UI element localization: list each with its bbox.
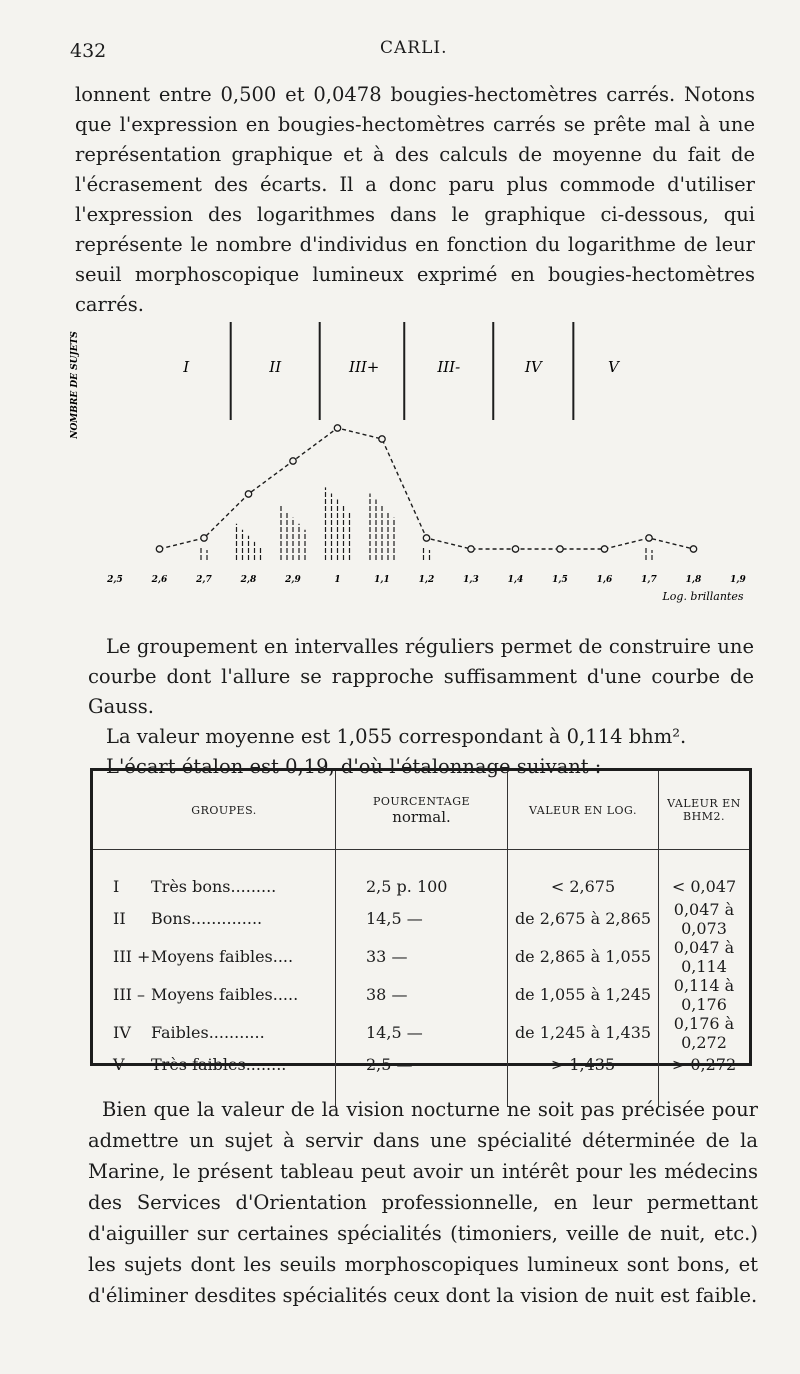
data-point	[334, 425, 340, 431]
data-point	[245, 491, 251, 497]
table-cell	[659, 1014, 750, 1052]
page-number: 432	[70, 40, 107, 62]
table-cell	[508, 938, 659, 976]
x-tick-label: 1,4	[507, 575, 524, 585]
y-axis-label-text: NOMBRE DE SUJETS	[70, 331, 80, 439]
paragraph-line: Le groupement en intervalles réguliers permet de construire une courbe dont l'allure se rapproche suffisamment d'une courbe de Gauss.	[88, 635, 754, 718]
table-cell	[336, 874, 508, 900]
table-cell	[659, 976, 750, 1014]
table-row	[93, 874, 749, 900]
header-groupes-text: GROUPES.	[191, 803, 257, 817]
table-body	[93, 874, 749, 1077]
table-row	[93, 938, 749, 976]
table-row	[93, 900, 749, 938]
bhm-value: 0,047 à 0,114	[673, 937, 735, 976]
bhm-value: 0,114 à 0,176	[673, 975, 735, 1014]
x-axis-label: Log. brillantes	[662, 590, 744, 603]
x-tick-label: 2,5	[107, 575, 123, 585]
group-label: I	[183, 358, 190, 376]
header-pourcentage-bottom: normal.	[392, 807, 451, 826]
paragraph-line: L'écart étalon est 0,19, d'où l'étalonnage suivant :	[106, 755, 602, 778]
paragraph-conclusion	[88, 1094, 758, 1311]
table-cell	[508, 874, 659, 900]
table-cell	[659, 900, 750, 938]
x-tick-label: 1,2	[418, 575, 435, 585]
group-label: II	[269, 358, 282, 376]
group-label: III-	[437, 358, 461, 376]
table-cell	[93, 1014, 336, 1052]
header-pourcentage-top: POURCENTAGE	[372, 794, 471, 808]
table-cell	[508, 976, 659, 1014]
x-tick-label: 1	[334, 575, 341, 585]
group-label: IV	[524, 358, 542, 376]
table-cell	[93, 874, 336, 900]
group-number: II	[113, 909, 126, 928]
calibration-table	[90, 768, 752, 1074]
group-number: IV	[113, 1023, 131, 1042]
x-tick-label: 1,1	[374, 575, 390, 585]
data-point	[690, 546, 696, 552]
x-tick-label: 2,9	[285, 575, 301, 585]
table-cell	[93, 938, 336, 976]
table-row	[93, 1052, 749, 1078]
data-points	[156, 425, 696, 552]
table-cell	[508, 1014, 659, 1052]
group-label: Moyens faibles....	[151, 947, 294, 966]
gauss-curve	[160, 428, 694, 549]
header-valeur-bhm: VALEUR EN BHM2.	[659, 771, 750, 850]
paragraph-intro	[75, 80, 755, 320]
data-point	[423, 535, 429, 541]
table-cell	[508, 900, 659, 938]
table-cell	[93, 1052, 336, 1078]
data-point	[201, 535, 207, 541]
y-axis-label	[70, 331, 80, 440]
group-label: Faibles...........	[151, 1023, 265, 1042]
group-dividers	[231, 322, 574, 420]
data-point	[379, 436, 385, 442]
spacer-cell	[659, 850, 750, 875]
table-cell	[659, 938, 750, 976]
x-tick-label: 1,9	[730, 575, 746, 585]
table-cell	[336, 1014, 508, 1052]
header-valeur-log: VALEUR EN LOG.	[508, 771, 659, 850]
data-point	[156, 546, 162, 552]
percentage-value: 2,5 p. 100	[366, 877, 448, 897]
x-tick-label: 1,7	[641, 575, 657, 585]
percentage-value: 14,5 —	[366, 909, 423, 928]
bhm-value: 0,176 à 0,272	[673, 1013, 735, 1052]
data-point	[290, 458, 296, 464]
group-label: V	[607, 358, 619, 376]
paragraph-gauss	[88, 632, 754, 782]
x-tick-label: 1,3	[463, 575, 479, 585]
bhm-value: < 0,047	[671, 877, 737, 897]
paragraph-text: Bien que la valeur de la vision nocturne ne soit pas précisée pour admettre un sujet à servir dans une spécialité déterminée de la Marine, le présent tableau peut avoir un intérêt pour les médecins des Services d'Orientation professionnelle, en leur permettant d'aiguiller sur certaines spécialités (timoniers, veille de nuit, etc.) les sujets dont les seuils morphoscopiques lumineux sont bons, et d'éliminer desdites spécialités ceux dont la vision de nuit est faible.	[88, 1098, 758, 1307]
percentage-value: 38 —	[366, 985, 408, 1004]
spacer-cell	[508, 850, 659, 875]
header-groupes	[93, 771, 336, 850]
log-value: < 2,675	[550, 877, 616, 897]
gauss-chart	[55, 310, 775, 610]
percentage-value: 33 —	[366, 947, 408, 966]
table-cell	[336, 1052, 508, 1078]
group-number: V	[113, 1054, 125, 1074]
x-tick-label: 1,5	[552, 575, 568, 585]
running-head: CARLI.	[380, 38, 448, 58]
paragraph-text: lonnent entre 0,500 et 0,0478 bougies-hectomètres carrés. Notons que l'expression en bougies-hectomètres carrés se prête mal à une représentation graphique et à des calculs de moyenne du fait de l'écrasement des écarts. Il a donc paru plus commode d'utiliser l'expression des logarithmes dans le graphique ci-dessous, qui représente le nombre d'individus en fonction du logarithme de leur seuil morphoscopique lumineux exprimé en bougies-hectomètres carrés.	[75, 83, 755, 316]
bhm-value: 0,047 à 0,073	[673, 899, 735, 938]
table-cell	[93, 976, 336, 1014]
log-value: de 1,055 à 1,245	[514, 985, 652, 1004]
log-value: de 2,865 à 1,055	[514, 947, 652, 966]
data-point	[646, 535, 652, 541]
table-header-row	[93, 771, 749, 850]
group-number: III +	[113, 947, 151, 966]
group-number: I	[113, 877, 120, 897]
table-row	[93, 1014, 749, 1052]
data-point	[468, 546, 474, 552]
log-value: > 1,435	[550, 1054, 616, 1074]
log-value: de 2,675 à 2,865	[514, 909, 652, 928]
spacer-cell	[93, 850, 336, 875]
table-spacer	[93, 850, 749, 875]
table-row	[93, 976, 749, 1014]
group-label: Très bons.........	[151, 877, 277, 897]
table-cell	[336, 938, 508, 976]
header-pourcentage	[336, 771, 508, 850]
table-cell	[336, 976, 508, 1014]
x-tick-label: 2,6	[151, 575, 168, 585]
data-point	[601, 546, 607, 552]
table-cell	[336, 900, 508, 938]
x-tick-label: 2,8	[240, 575, 257, 585]
percentage-value: 14,5 —	[366, 1023, 423, 1042]
table-cell	[659, 1052, 750, 1078]
x-tick-labels	[106, 575, 746, 585]
percentage-value: 2,5 —	[366, 1054, 413, 1074]
data-point	[557, 546, 563, 552]
group-label: Moyens faibles.....	[151, 985, 299, 1004]
table-cell	[659, 874, 750, 900]
x-tick-label: 1,6	[596, 575, 613, 585]
log-value: de 1,245 à 1,435	[514, 1023, 652, 1042]
table-cell	[93, 900, 336, 938]
data-point	[512, 546, 518, 552]
group-label: III+	[349, 358, 380, 376]
bhm-value: > 0,272	[671, 1054, 737, 1074]
paragraph-line: La valeur moyenne est 1,055 correspondant à 0,114 bhm².	[106, 725, 687, 748]
group-number: III –	[113, 985, 146, 1004]
spacer-cell	[336, 850, 508, 875]
x-tick-label: 2,7	[196, 575, 212, 585]
group-labels	[182, 358, 621, 376]
group-label: Bons..............	[151, 909, 263, 928]
x-tick-label: 1,8	[685, 575, 702, 585]
group-label: Très faibles........	[151, 1054, 287, 1074]
table-cell	[508, 1052, 659, 1078]
